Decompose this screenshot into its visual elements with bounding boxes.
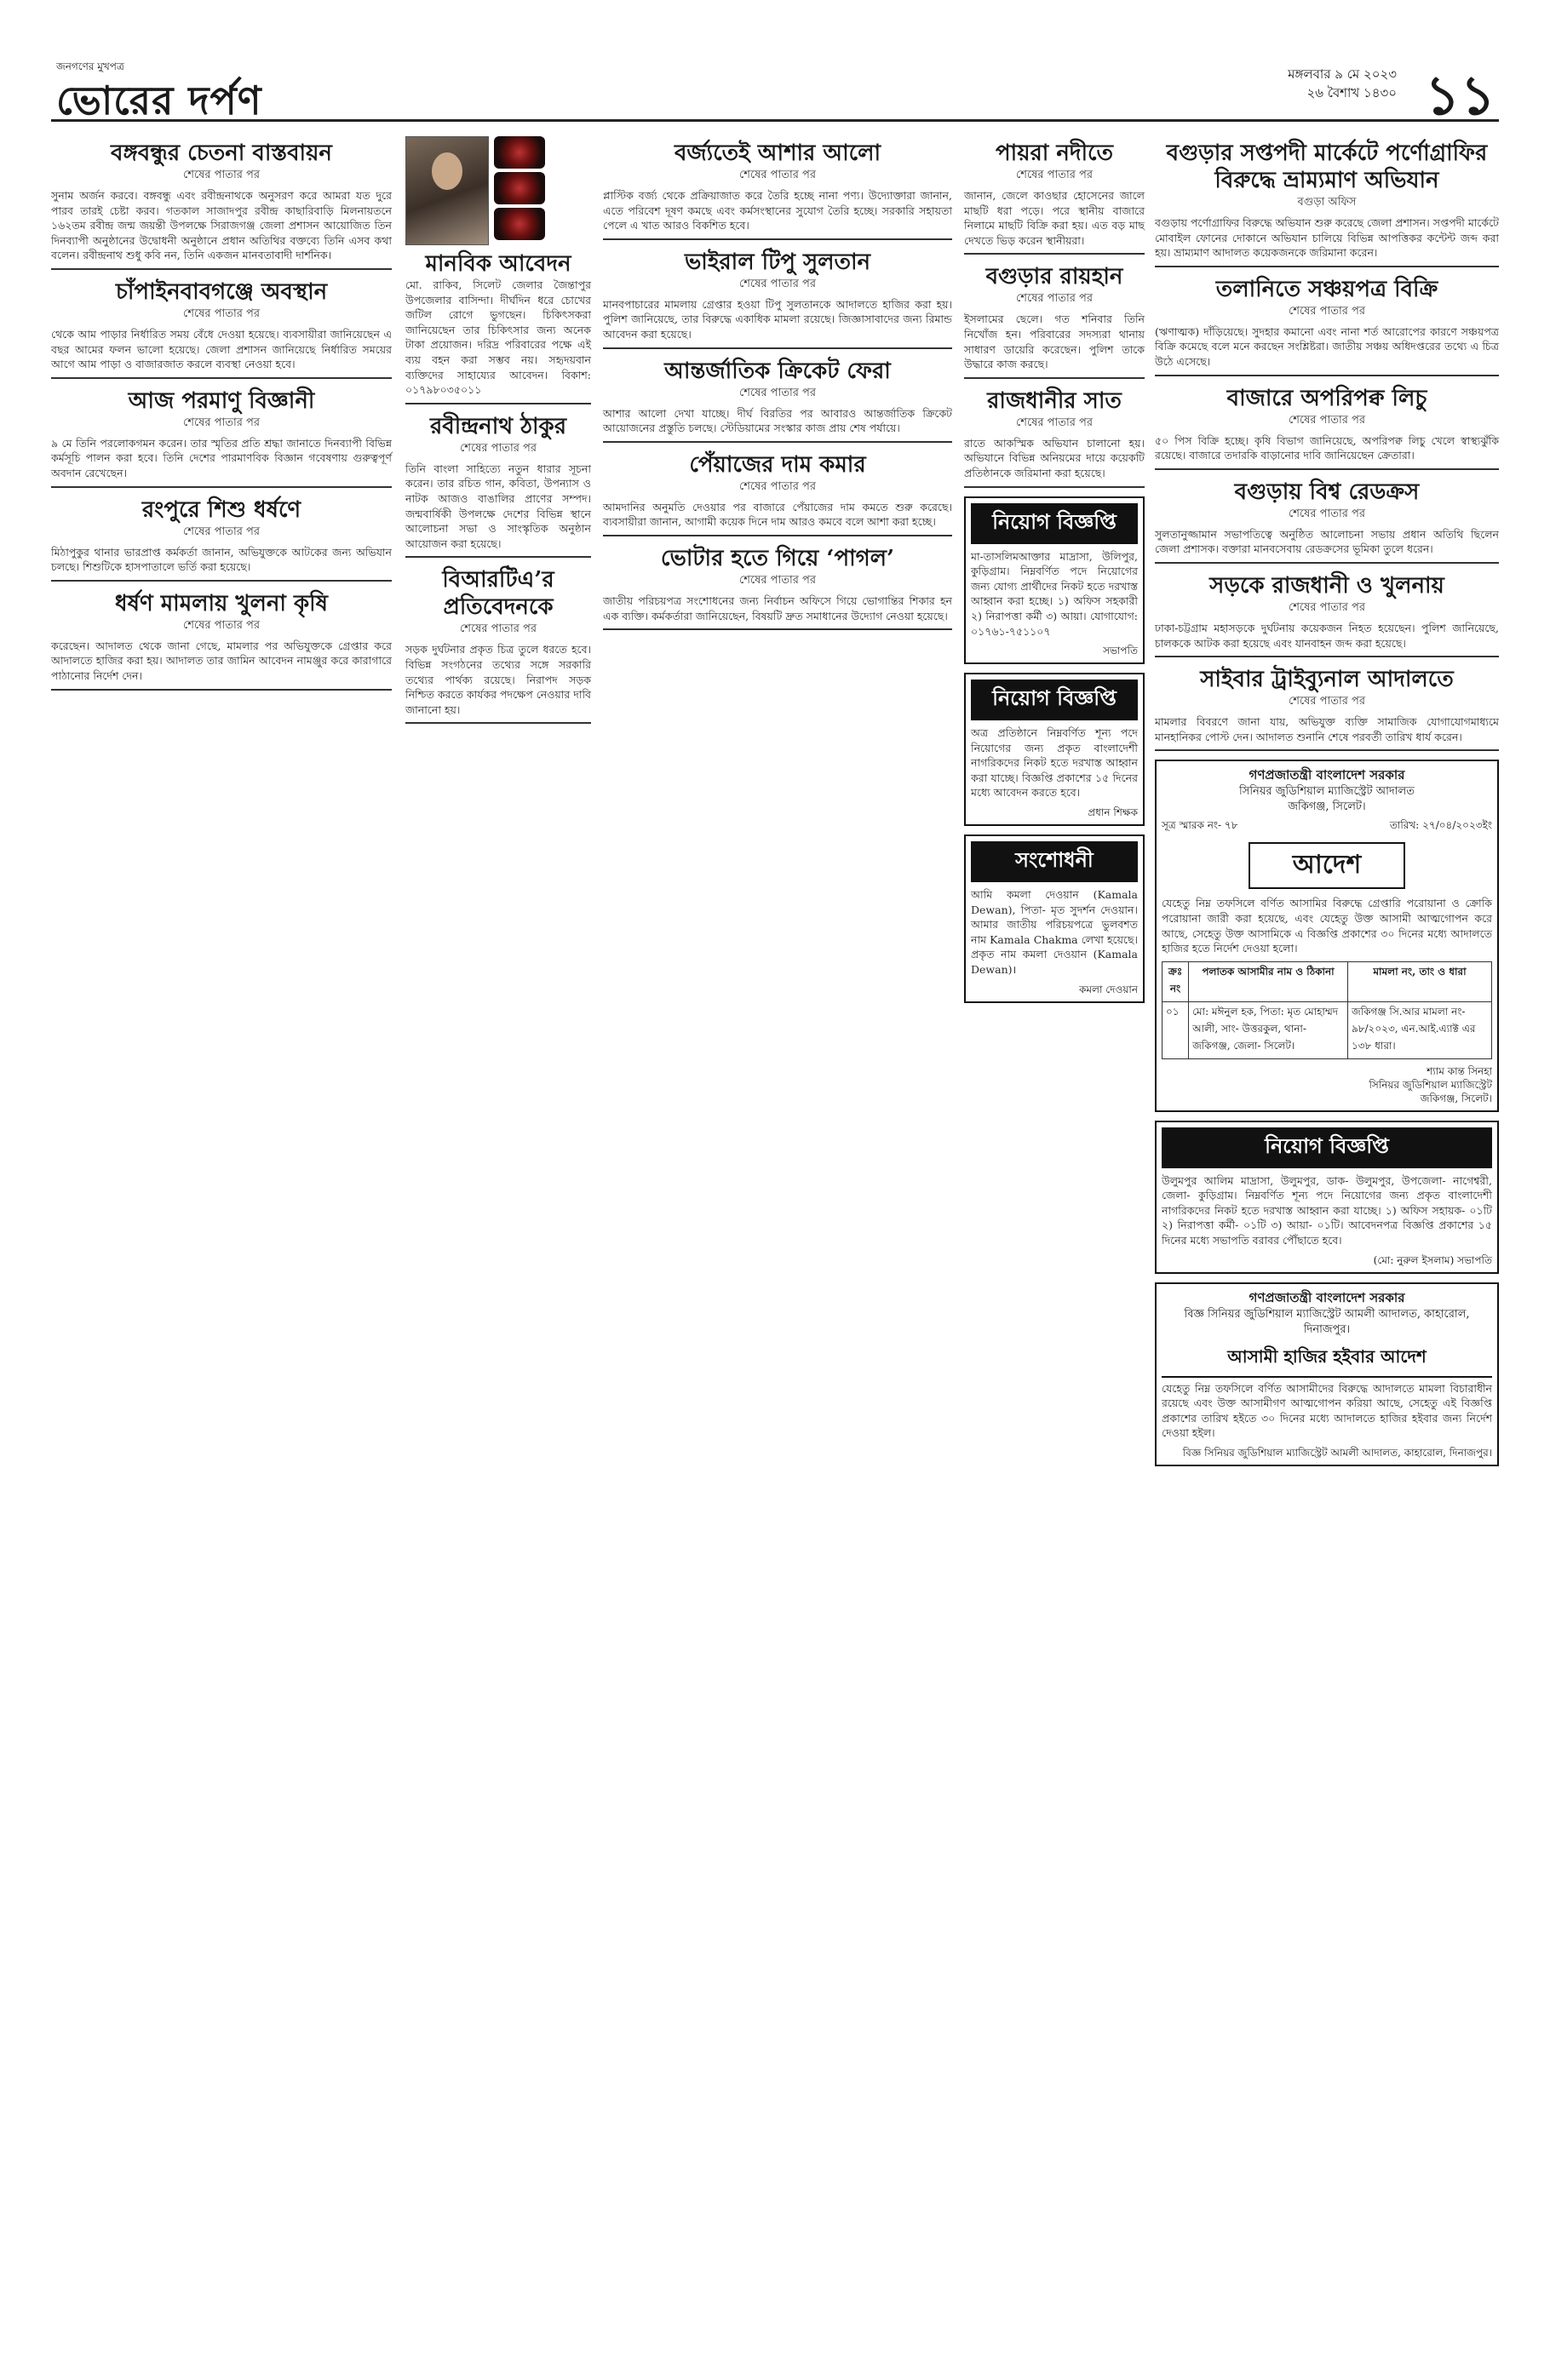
- story-body: মামলার বিবরণে জানা যায়, অভিযুক্ত ব্যক্তি সামাজিক যোগাযোগমাধ্যমে মানহানিকর পোস্ট দেন। আদালত শুনানি শেষে পরবর্তী তারিখ ধার্য করেন।: [1155, 715, 1499, 743]
- news-story: [964, 140, 1145, 255]
- column-2: [405, 136, 591, 732]
- story-divider: [603, 238, 952, 240]
- story-kicker: শেষের পাতার পর: [738, 277, 817, 290]
- story-headline: পেঁয়াজের দাম কমার: [689, 451, 866, 478]
- news-story: [405, 250, 591, 404]
- story-kicker: শেষের পাতার পর: [182, 307, 261, 320]
- story-body: মো. রাকিব, সিলেট জেলার জৈন্তাপুর উপজেলার বাসিন্দা। দীর্ঘদিন ধরে চোখের জটিল রোগে ভুগছেন। চিকিৎসকরা জানিয়েছেন তার চিকিৎসার জন্য অনেক টাকা প্রয়োজন। দরিদ্র পরিবারের পক্ষে এই ব্যয় বহন করা সম্ভব নয়। সহৃদয়বান ব্যক্তিদের সাহায্যের আবেদন। বিকাশ: ০১৭৯৮০৩৫০১১: [405, 278, 591, 397]
- classified-ad-signature: প্রধান শিক্ষক: [1088, 806, 1138, 819]
- warrant-gov-line: গণপ্রজাতন্ত্রী বাংলাদেশ সরকার: [1249, 1289, 1405, 1305]
- patient-photo: [405, 136, 489, 245]
- court-ref-number: সূত্র স্মারক নং- ৭৮: [1162, 819, 1238, 832]
- news-story: [603, 358, 952, 443]
- story-body: তিনি বাংলা সাহিত্যে নতুন ধারার সূচনা করেন। তার রচিত গান, কবিতা, উপন্যাস ও নাটক আজও বাঙালির প্রাণের সম্পদ। জন্মবার্ষিকী উপলক্ষে দেশের বিভিন্ন স্থানে আলোচনা সভা ও সাংস্কৃতিক অনুষ্ঠান আয়োজন করা হয়েছে।: [405, 462, 591, 550]
- warrant-body: যেহেতু নিম্ন তফসিলে বর্ণিত আসামীদের বিরুদ্ধে আদালতে মামলা বিচারাধীন রয়েছে এবং উক্ত আসামীগণ আত্মগোপন করিয়া আছে, সেহেতু এই বিজ্ঞপ্তি প্রকাশের তারিখ হইতে ৩০ দিনের মধ্যে আদালতে হাজির হইবার জন্য নির্দেশ দেওয়া হইল।: [1162, 1381, 1492, 1440]
- news-story: [1155, 666, 1499, 751]
- news-story: [603, 140, 952, 240]
- story-kicker: শেষের পাতার পর: [182, 169, 261, 181]
- story-divider: [51, 580, 392, 582]
- case-table: [1162, 961, 1492, 1059]
- story-divider: [405, 556, 591, 558]
- story-body: বগুড়ায় পর্ণোগ্রাফির বিরুদ্ধে অভিযান শুরু করেছে জেলা প্রশাসন। সপ্তপদী মার্কেটে মোবাইল ফোনের দোকানে অভিযান চালিয়ে বিভিন্ন আপত্তিকর কন্টেন্ট জব্দ করা হয়। ভ্রাম্যমাণ আদালত কয়েকজনকে জরিমানা করেন।: [1155, 216, 1499, 260]
- story-headline: বিআরটিএ’র প্রতিবেদনকে: [442, 567, 554, 621]
- story-headline: মানবিক আবেদন: [425, 251, 571, 277]
- story-body: আমদানির অনুমতি দেওয়ার পর বাজারে পেঁয়াজের দাম কমতে শুরু করেছে। ব্যবসায়ীরা জানান, আগামী কয়েক দিনে দাম আরও কমবে বলে আশা করা হচ্ছে।: [603, 500, 952, 529]
- column-5: [1155, 136, 1499, 1475]
- story-divider: [964, 486, 1145, 488]
- court-location: জকিগঞ্জ, সিলেট।: [1288, 800, 1366, 814]
- story-kicker: শেষের পাতার পর: [1015, 292, 1094, 306]
- news-story: [964, 263, 1145, 378]
- classified-ad-body: অত্র প্রতিষ্ঠানে নিম্নবর্ণিত শূন্য পদে নিয়োগের জন্য প্রকৃত বাংলাদেশী নাগরিকদের নিকট হতে দরখাস্ত আহ্বান করা যাচ্ছে। বিজ্ঞপ্তি প্রকাশের ১৫ দিনের মধ্যে আবেদন করতে হবে।: [971, 726, 1138, 800]
- column-4-stories: [964, 140, 1145, 1003]
- story-headline: বঙ্গবন্ধুর চেতনা বাস্তবায়ন: [111, 141, 332, 166]
- news-story: [964, 387, 1145, 488]
- job-ad-large-title: নিয়োগ বিজ্ঞপ্তি: [1162, 1127, 1492, 1168]
- story-headline: রাজধানীর সাত: [987, 387, 1122, 414]
- warrant-notice: [1155, 1282, 1499, 1466]
- order-title: আদেশ: [1249, 842, 1405, 889]
- case-col-serial: ক্রঃ নং: [1162, 961, 1189, 1001]
- warrant-signature: বিজ্ঞ সিনিয়র জুডিশিয়াল ম্যাজিস্ট্রেট আমলী আদালত, কাহারোল, দিনাজপুর।: [1182, 1447, 1492, 1460]
- story-body: ইসলামের ছেলে। গত শনিবার তিনি নিখোঁজ হন। পরিবারের সদস্যরা থানায় সাধারণ ডায়েরি করেছেন। পুলিশ তাকে উদ্ধারে কাজ করছে।: [964, 313, 1145, 371]
- magistrate-title: সিনিয়র জুডিশিয়াল ম্যাজিস্ট্রেট: [1369, 1078, 1492, 1091]
- story-headline: রবীন্দ্রনাথ ঠাকুর: [429, 413, 567, 439]
- column-2-stories: [405, 250, 591, 724]
- case-details: জকিগঞ্জ সি.আর মামলা নং- ৯৮/২০২৩, এন.আই.এ্যাক্ট এর ১৩৮ ধারা।: [1347, 1001, 1491, 1058]
- classified-ad-signature: কমলা দেওয়ান: [1078, 983, 1138, 995]
- story-divider: [964, 253, 1145, 255]
- column-1: [51, 136, 392, 699]
- court-signature: [1162, 1064, 1492, 1105]
- story-headline: আজ পরমাণু বিজ্ঞানী: [128, 387, 315, 414]
- news-story: [51, 278, 392, 379]
- news-story: [51, 590, 392, 691]
- eye-photo: [494, 208, 545, 240]
- story-kicker: শেষের পাতার পর: [738, 479, 817, 493]
- story-headline: পায়রা নদীতে: [996, 141, 1113, 166]
- story-kicker: শেষের পাতার পর: [1288, 507, 1366, 520]
- news-story: [603, 249, 952, 349]
- story-kicker: শেষের পাতার পর: [182, 416, 261, 429]
- story-divider: [1155, 375, 1499, 376]
- story-headline: বগুড়ায় বিশ্ব রেডক্রস: [1234, 479, 1420, 505]
- court-name: সিনিয়র জুডিশিয়াল ম্যাজিস্ট্রেট আদালত: [1239, 785, 1415, 799]
- story-body: থেকে আম পাড়ার নির্ধারিত সময় বেঁধে দেওয়া হয়েছে। ব্যবসায়ীরা জানিয়েছেন এ বছর আমের ফলন ভালো হয়েছে। জেলা প্রশাসন জানিয়েছে নির্ধারিত সময়ের আগে আম পাড়া ও বাজারজাত করলে ব্যবস্থা নেওয়া হবে।: [51, 327, 392, 371]
- news-story: [1155, 385, 1499, 470]
- story-divider: [51, 268, 392, 270]
- news-story: [603, 451, 952, 536]
- classified-ad-body: মা-তাসলিমআক্তার মাদ্রাসা, উলিপুর, কুড়িগ্রাম। নিম্নবর্ণিত পদে নিয়োগের জন্য যোগ্য প্রার্থীদের নিকট হতে দরখাস্ত আহ্বান করা হচ্ছে। ১) অফিস সহকারী ২) নিরাপত্তা কর্মী ৩) আয়া। যোগাযোগ: ০১৭৬১-৭৫১১০৭: [971, 549, 1138, 638]
- column-3-stories: [603, 140, 952, 630]
- story-divider: [1155, 656, 1499, 657]
- classified-ad-title: সংশোধনী: [971, 841, 1138, 882]
- story-body: মানবপাচারের মামলায় গ্রেপ্তার হওয়া টিপু সুলতানকে আদালতে হাজির করা হয়। পুলিশ জানিয়েছে, তার বিরুদ্ধে একাধিক মামলা রয়েছে। জিজ্ঞাসাবাদের জন্য রিমান্ড আবেদন করা হয়েছে।: [603, 297, 952, 341]
- story-kicker: শেষের পাতার পর: [1015, 416, 1094, 429]
- story-headline: তলানিতে সঞ্চয়পত্র বিক্রি: [1215, 276, 1438, 302]
- story-divider: [1155, 468, 1499, 470]
- story-body: প্লাস্টিক বর্জ্য থেকে প্রক্রিয়াজাত করে তৈরি হচ্ছে নানা পণ্য। উদ্যোক্তারা জানান, এতে পরিবেশ দূষণ কমছে এবং কর্মসংস্থানের সুযোগ তৈরি হচ্ছে। সরকারি সহায়তা পেলে এ খাত আরও বিকশিত হবে।: [603, 189, 952, 232]
- story-headline: বগুড়ার সপ্তপদী মার্কেটে পর্ণোগ্রাফির বিরুদ্ধে ভ্রাম্যমাণ অভিযান: [1166, 141, 1488, 193]
- job-ad-large-body: উলুমপুর আলিম মাদ্রাসা, উলুমপুর, ডাক- উলুমপুর, উপজেলা- নাগেশ্বরী, জেলা- কুড়িগ্রাম। নিম্নবর্ণিত শূন্য পদে নিয়োগের জন্য প্রকৃত বাংলাদেশী নাগরিকদের নিকট হতে দরখাস্ত আহ্বান করা যাচ্ছে। ১) অফিস সহায়ক- ০১টি ২) নিরাপত্তা কর্মী- ০১টি ৩) আয়া- ০১টি। আবেদনপত্র বিজ্ঞপ্তি প্রকাশের ১৫ দিনের মধ্যে সভাপতি বরাবর পৌঁছাতে হবে।: [1162, 1173, 1492, 1247]
- case-col-name: পলাতক আসামীর নাম ও ঠিকানা: [1189, 961, 1348, 1001]
- story-body: ৫০ পিস বিক্রি হচ্ছে। কৃষি বিভাগ জানিয়েছে, অপরিপক্ব লিচু খেলে স্বাস্থ্যঝুঁকি রয়েছে। বাজারে তদারকি বাড়ানোর দাবি জানিয়েছেন ক্রেতারা।: [1155, 433, 1499, 462]
- story-kicker: শেষের পাতার পর: [738, 386, 817, 399]
- column-4: [964, 136, 1145, 1012]
- issue-date: [1288, 65, 1397, 102]
- story-divider: [51, 377, 392, 379]
- classified-ad-signature: সভাপতি: [1103, 645, 1138, 657]
- issue-date-bengali: ২৬ বৈশাখ ১৪৩০: [1306, 85, 1397, 100]
- story-headline: বগুড়ার রায়হান: [985, 264, 1123, 290]
- court-order-body: যেহেতু নিম্ন তফসিলে বর্ণিত আসামির বিরুদ্ধে গ্রেপ্তারি পরোয়ানা ও ক্রোকি পরোয়ানা জারী করা হয়েছে, এবং যেহেতু উক্ত আসামী আত্মগোপন করে আছে, সেহেতু উক্ত আসামিকে এ বিজ্ঞপ্তি প্রকাশের ৩০ দিনের মধ্যে আদালতে হাজির হতে নির্দেশ দেওয়া হলো।: [1162, 897, 1492, 955]
- court-order-notice: [1155, 760, 1499, 1111]
- case-accused: মো: মঈনুল হক, পিতা: মৃত মোহাম্মদ আলী, সাং- উত্তরকুল, থানা- জকিগঞ্জ, জেলা- সিলেট।: [1189, 1001, 1348, 1058]
- classified-ad: [964, 496, 1145, 665]
- story-headline: সাইবার ট্রাইব্যুনাল আদালতে: [1200, 667, 1454, 693]
- court-gov-line: গণপ্রজাতন্ত্রী বাংলাদেশ সরকার: [1249, 767, 1405, 783]
- news-story: [51, 387, 392, 488]
- eye-photo: [494, 172, 545, 204]
- story-body: সড়ক দুর্ঘটনার প্রকৃত চিত্র তুলে ধরতে হবে। বিভিন্ন সংগঠনের তথ্যের সঙ্গে সরকারি তথ্যের পার্থক্য রয়েছে। নিরাপদ সড়ক নিশ্চিত করতে কার্যকর পদক্ষেপ নেওয়ার দাবি জানানো হয়।: [405, 643, 591, 716]
- eye-photos: [494, 136, 545, 245]
- magistrate-name: শ্যাম কান্ত সিনহা: [1427, 1064, 1492, 1077]
- court-ref-row: [1162, 818, 1492, 835]
- warrant-court-name: বিজ্ঞ সিনিয়র জুডিশিয়াল ম্যাজিস্ট্রেট আমলী আদালত, কাহারোল, দিনাজপুর।: [1184, 1307, 1470, 1336]
- warrant-title: আসামী হাজির হইবার আদেশ: [1162, 1341, 1492, 1378]
- story-kicker: শেষের পাতার পর: [459, 441, 537, 455]
- story-headline: ভোটার হতে গিয়ে ‘পাগল’: [660, 545, 895, 571]
- story-body: ৯ মে তিনি পরলোকগমন করেন। তার স্মৃতির প্রতি শ্রদ্ধা জানাতে দিনব্যাপী বিভিন্ন কর্মসূচি পালন করা হবে। তিনি দেশের পারমাণবিক বিজ্ঞান গবেষণায় গুরুত্বপূর্ণ অবদান রেখেছেন।: [51, 436, 392, 479]
- story-divider: [964, 377, 1145, 379]
- appeal-photos: [405, 136, 591, 245]
- case-serial: ০১: [1162, 1001, 1189, 1058]
- story-headline: রংপুরে শিশু ধর্ষণে: [141, 496, 301, 523]
- classified-ad-title: নিয়োগ বিজ্ঞপ্তি: [971, 503, 1138, 544]
- newspaper-logo: ভোরের দর্পণ: [56, 77, 262, 123]
- story-body: (ঋণাত্মক) দাঁড়িয়েছে। সুদহার কমানো এবং নানা শর্ত আরোপের কারণে সঞ্চয়পত্র বিক্রি কমেছে বলে মনে করছেন সংশ্লিষ্টরা। জাতীয় সঞ্চয় অধিদপ্তরের তথ্যে এ চিত্র উঠে এসেছে।: [1155, 324, 1499, 368]
- case-col-number: মামলা নং, তাং ও ধারা: [1347, 961, 1491, 1001]
- story-body: জাতীয় পরিচয়পত্র সংশোধনের জন্য নির্বাচন অফিসে গিয়ে ভোগান্তির শিকার হন এক ব্যক্তি। কর্মকর্তারা জানিয়েছেন, বিষয়টি দ্রুত সমাধানের উদ্যোগ নেওয়া হয়েছে।: [603, 594, 952, 622]
- story-headline: বর্জ্যতেই আশার আলো: [674, 141, 881, 166]
- issue-date-gregorian: মঙ্গলবার ৯ মে ২০২৩: [1288, 66, 1397, 82]
- story-body: ঢাকা-চট্টগ্রাম মহাসড়কে দুর্ঘটনায় কয়েকজন নিহত হয়েছেন। পুলিশ জানিয়েছে, চালককে আটক করা হয়েছে এবং যানবাহন জব্দ করা হয়েছে।: [1155, 621, 1499, 650]
- column-3: [603, 136, 952, 639]
- story-body: আশার আলো দেখা যাচ্ছে। দীর্ঘ বিরতির পর আবারও আন্তর্জাতিক ক্রিকেট আয়োজনের প্রস্তুতি চলছে। স্টেডিয়ামের সংস্কার কাজ প্রায় শেষ পর্যায়ে।: [603, 406, 952, 435]
- story-kicker: শেষের পাতার পর: [738, 169, 817, 181]
- story-divider: [1155, 266, 1499, 267]
- story-headline: আন্তর্জাতিক ক্রিকেট ফেরা: [664, 358, 891, 384]
- story-divider: [405, 403, 591, 404]
- page-number: ১১: [1424, 64, 1495, 128]
- masthead: [51, 60, 1499, 128]
- story-kicker: শেষের পাতার পর: [182, 618, 261, 632]
- story-body: জানান, জেলে কাওছার হোসেনের জালে মাছটি ধরা পড়ে। পরে স্থানীয় বাজারে নিলামে মাছটি বিক্রি করা হয়। এত বড় মাছ দেখতে ভিড় করেন স্থানীয়রা।: [964, 189, 1145, 247]
- story-body: করেছেন। আদালত থেকে জানা গেছে, মামলার পর অভিযুক্তকে গ্রেপ্তার করে আদালতে হাজির করা হয়। আদালত তার জামিন আবেদন নামঞ্জুর করে কারাগারে পাঠানোর নির্দেশ দেন।: [51, 639, 392, 682]
- eye-photo: [494, 136, 545, 169]
- story-body: সুনাম অর্জন করবে। বঙ্গবন্ধু এবং রবীন্দ্রনাথকে অনুসরণ করে আমরা যত দুরে পারব তারই চেষ্টা করব। গতকাল সাজাদপুর রবীন্দ্র কাছারিবাড়ি মিলনায়তনে ১৬২তম রবীন্দ্র জন্ম জয়ন্তী উপলক্ষে সিরাজগঞ্জ জেলা প্রশাসন আয়োজিত তিন দিনব্যাপী অনুষ্ঠানের উদ্বোধনী অনুষ্ঠানে প্রধান অতিথির বক্তব্যে তিনি এসব কথা বলেন। রবীন্দ্রনাথ শুধু কবি নন, তিনি একজন মানবতাবাদী দার্শনিক।: [51, 189, 392, 262]
- story-body: রাতে আকস্মিক অভিযান চালানো হয়। অভিযানে বিভিন্ন অনিয়মের দায়ে কয়েকটি প্রতিষ্ঠানকে জরিমানা করা হয়েছে।: [964, 436, 1145, 479]
- story-kicker: শেষের পাতার পর: [1288, 695, 1366, 708]
- news-story: [603, 545, 952, 630]
- masthead-tagline: জনগণের মুখপত্র: [56, 60, 124, 72]
- column-1-stories: [51, 140, 392, 691]
- story-divider: [603, 628, 952, 630]
- story-headline: ধর্ষণ মামলায় খুলনা কৃষি: [115, 590, 328, 617]
- news-story: [405, 566, 591, 724]
- story-headline: ভাইরাল টিপু সুলতান: [684, 249, 871, 275]
- news-story: [51, 140, 392, 270]
- story-kicker: শেষের পাতার পর: [1288, 413, 1366, 427]
- story-divider: [1155, 749, 1499, 751]
- story-kicker: শেষের পাতার পর: [459, 622, 537, 636]
- job-ad-large-signature: (মো: নুরুল ইসলাম) সভাপতি: [1373, 1253, 1492, 1266]
- story-divider: [51, 486, 392, 488]
- classified-ad: [964, 834, 1145, 1003]
- story-divider: [603, 441, 952, 443]
- story-kicker: শেষের পাতার পর: [1288, 600, 1366, 614]
- classified-ad-title: নিয়োগ বিজ্ঞপ্তি: [971, 680, 1138, 720]
- court-ref-date: তারিখ: ২৭/০৪/২০২৩ইং: [1389, 819, 1492, 832]
- story-kicker: শেষের পাতার পর: [1015, 169, 1094, 181]
- classified-ad-body: আমি কমলা দেওয়ান (Kamala Dewan), পিতা- মৃত সুদর্শন দেওয়ান। আমার জাতীয় পরিচয়পত্রে ভুলবশত নাম Kamala Chakma লেখা হয়েছে। প্রকৃত নাম কমলা দেওয়ান (Kamala Dewan)।: [971, 888, 1138, 977]
- story-kicker: শেষের পাতার পর: [182, 525, 261, 538]
- case-table-header: [1162, 961, 1492, 1001]
- news-story: [1155, 479, 1499, 564]
- story-body: মিঠাপুকুর থানার ভারপ্রাপ্ত কর্মকর্তা জানান, অভিযুক্তকে আটকের জন্য অভিযান চলছে। শিশুটিকে হাসপাতালে ভর্তি করা হয়েছে।: [51, 545, 392, 574]
- classified-ad: [964, 673, 1145, 826]
- story-headline: বাজারে অপরিপক্ব লিচু: [1226, 385, 1427, 411]
- magistrate-location: জকিগঞ্জ, সিলেট।: [1420, 1092, 1492, 1104]
- story-divider: [603, 535, 952, 536]
- story-kicker: শেষের পাতার পর: [738, 573, 817, 587]
- column-5-stories: [1155, 140, 1499, 751]
- story-kicker: বগুড়া অফিস: [1297, 196, 1357, 209]
- story-headline: চাঁপাইনবাবগঞ্জে অবস্থান: [115, 278, 328, 305]
- news-story: [1155, 276, 1499, 376]
- news-story: [51, 496, 392, 582]
- news-story: [1155, 140, 1499, 267]
- job-ad-large: [1155, 1121, 1499, 1274]
- news-story: [1155, 572, 1499, 657]
- story-kicker: শেষের পাতার পর: [1288, 304, 1366, 318]
- table-row: [1162, 1001, 1492, 1058]
- story-divider: [603, 347, 952, 349]
- news-story: [405, 413, 591, 559]
- story-divider: [1155, 562, 1499, 564]
- story-body: সুলতানুজ্জামান সভাপতিত্বে অনুষ্ঠিত আলোচনা সভায় প্রধান অতিথি ছিলেন জেলা প্রশাসক। বক্তারা মানবসেবায় রেডক্রসের ভূমিকা তুলে ধরেন।: [1155, 527, 1499, 556]
- story-divider: [405, 722, 591, 724]
- story-divider: [51, 689, 392, 691]
- story-headline: সড়কে রাজধানী ও খুলনায়: [1209, 572, 1444, 599]
